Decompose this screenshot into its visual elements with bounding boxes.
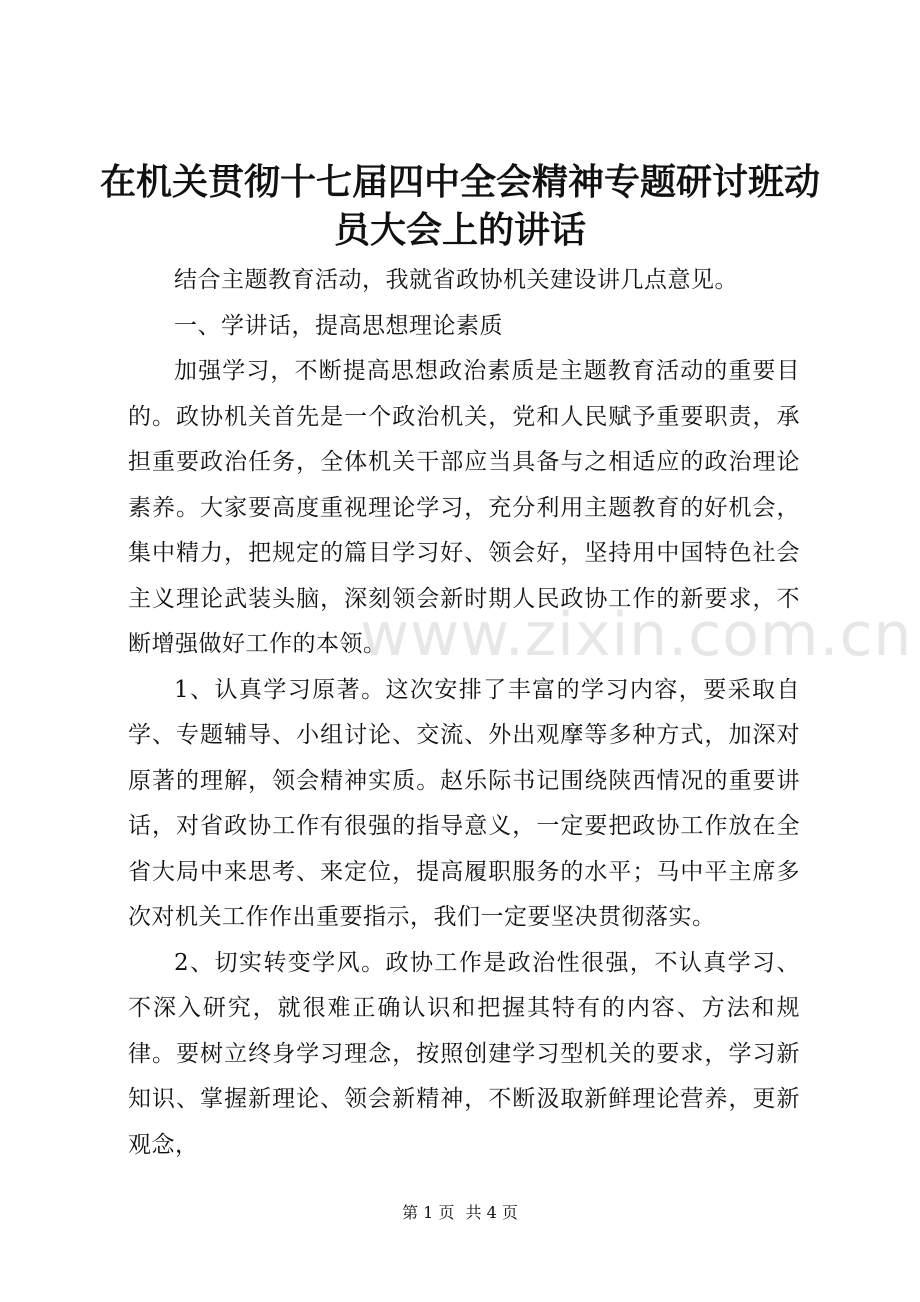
page-total: 共 4 页 bbox=[465, 1203, 518, 1222]
paragraph-item-1: 1、认真学习原著。这次安排了丰富的学习内容，要采取自学、专题辅导、小组讨论、交流、外出观摩等多种方式，加深对原著的理解，领会精神实质。赵乐际书记围绕陕西情况的重要讲话，对省政协工作有很强的指导意义，一定要把政协工作放在全省大局中来思考、来定位，提高履职服务的水平；马中平主席多次对机关工作作出重要指示，我们一定要坚决贯彻落实。 bbox=[128, 676, 800, 930]
section-heading-1: 一、学讲话，提高思想理论素质 bbox=[174, 312, 503, 339]
document-body bbox=[128, 258, 800, 1168]
paragraph-item-2: 2、切实转变学风。政协工作是政治性很强，不认真学习、不深入研究，就很难正确认识和把握其特有的内容、方法和规律。要树立终身学习理念，按照创建学习型机关的要求，学习新知识、掌握新理论、领会新精神，不断汲取新鲜理论营养，更新观念， bbox=[128, 949, 800, 1158]
document-title: 在机关贯彻十七届四中全会精神专题研讨班动员大会上的讲话 bbox=[100, 161, 821, 251]
page-footer bbox=[0, 1200, 920, 1223]
page-number: 第 1 页 bbox=[402, 1203, 455, 1222]
paragraph-study: 加强学习，不断提高思想政治素质是主题教育活动的重要目的。政协机关首先是一个政治机关，党和人民赋予重要职责，承担重要政治任务，全体机关干部应当具备与之相适应的政治理论素养。大家要高度重视理论学习，充分利用主题教育的好机会，集中精力，把规定的篇目学习好、领会好，坚持用中国特色社会主义理论武装头脑，深刻领会新时期人民政协工作的新要求，不断增强做好工作的本领。 bbox=[128, 358, 800, 657]
watermark-text: www.zixin.com.cn bbox=[360, 600, 913, 670]
paragraph-intro: 结合主题教育活动，我就省政协机关建设讲几点意见。 bbox=[174, 267, 738, 293]
